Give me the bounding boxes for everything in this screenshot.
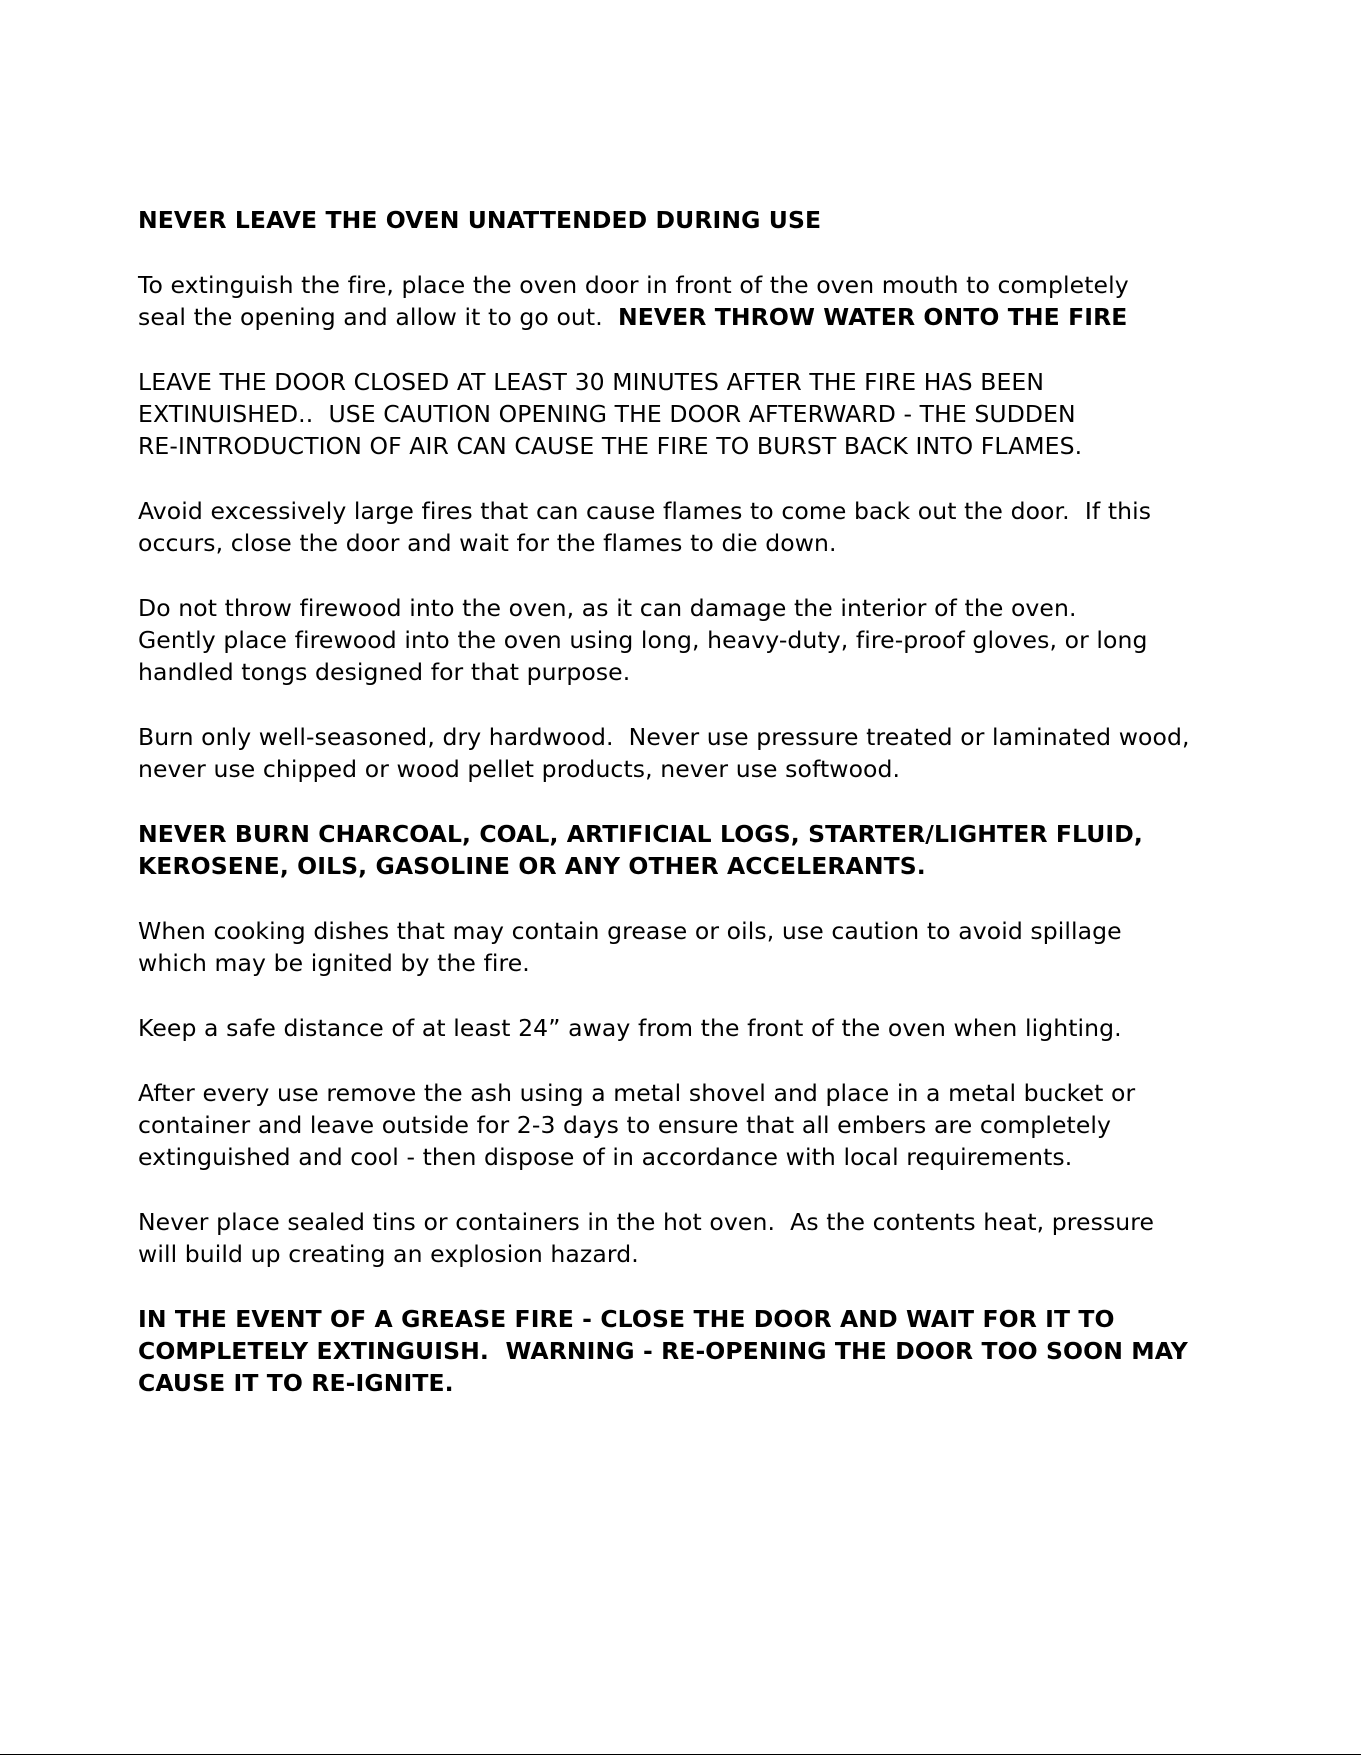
text-line <box>138 269 1278 301</box>
text-line <box>138 1206 1278 1238</box>
text-line <box>138 1109 1278 1141</box>
safety-paragraph <box>138 1206 1278 1270</box>
text-line <box>138 398 1278 430</box>
body-text: occurs, close the door and wait for the flames to die down. <box>138 529 837 557</box>
safety-paragraph <box>138 1303 1278 1399</box>
text-line <box>138 1077 1278 1109</box>
safety-paragraph <box>138 721 1278 785</box>
text-line <box>138 527 1278 559</box>
text-line <box>138 366 1278 398</box>
warning-text: KEROSENE, OILS, GASOLINE OR ANY OTHER ACCELERANTS. <box>138 852 926 880</box>
safety-paragraph <box>138 915 1278 979</box>
warning-text: COMPLETELY EXTINGUISH. WARNING - RE-OPENING THE DOOR TOO SOON MAY <box>138 1337 1188 1365</box>
safety-paragraph <box>138 592 1278 688</box>
text-line <box>138 430 1278 462</box>
body-text: To extinguish the fire, place the oven door in front of the oven mouth to completely <box>138 271 1129 299</box>
body-text: Gently place firewood into the oven using long, heavy-duty, fire-proof gloves, or long <box>138 626 1148 654</box>
text-line <box>138 1367 1278 1399</box>
text-line <box>138 301 1278 333</box>
text-line <box>138 1141 1278 1173</box>
body-text: Burn only well-seasoned, dry hardwood. Never use pressure treated or laminated wood, <box>138 723 1190 751</box>
body-text: will build up creating an explosion hazard. <box>138 1240 639 1268</box>
body-text: When cooking dishes that may contain grease or oils, use caution to avoid spillage <box>138 917 1122 945</box>
text-line <box>138 818 1278 850</box>
text-line <box>138 947 1278 979</box>
text-line <box>138 1303 1278 1335</box>
body-text: EXTINUISHED.. USE CAUTION OPENING THE DOOR AFTERWARD - THE SUDDEN <box>138 400 1076 428</box>
safety-paragraph <box>138 1012 1278 1044</box>
body-text: handled tongs designed for that purpose. <box>138 658 631 686</box>
body-text: Avoid excessively large fires that can cause flames to come back out the door. If this <box>138 497 1152 525</box>
text-line <box>138 850 1278 882</box>
warning-text: IN THE EVENT OF A GREASE FIRE - CLOSE THE DOOR AND WAIT FOR IT TO <box>138 1305 1115 1333</box>
safety-paragraph <box>138 269 1278 333</box>
text-line <box>138 915 1278 947</box>
body-text: never use chipped or wood pellet products, never use softwood. <box>138 755 901 783</box>
body-text: Never place sealed tins or containers in the hot oven. As the contents heat, pressure <box>138 1208 1155 1236</box>
text-line <box>138 624 1278 656</box>
text-line <box>138 1335 1278 1367</box>
document-page <box>138 204 1278 1432</box>
body-text: extinguished and cool - then dispose of in accordance with local requirements. <box>138 1143 1073 1171</box>
text-line <box>138 656 1278 688</box>
safety-paragraph <box>138 1077 1278 1173</box>
warning-text: NEVER THROW WATER ONTO THE FIRE <box>617 303 1128 331</box>
body-text: After every use remove the ash using a metal shovel and place in a metal bucket or <box>138 1079 1136 1107</box>
safety-paragraph <box>138 495 1278 559</box>
footer-rule <box>0 1754 1361 1755</box>
warning-text: NEVER LEAVE THE OVEN UNATTENDED DURING USE <box>138 206 822 234</box>
text-line <box>138 753 1278 785</box>
body-text: seal the opening and allow it to go out. <box>138 303 618 331</box>
body-text: Keep a safe distance of at least 24” away from the front of the oven when lighting. <box>138 1014 1122 1042</box>
text-line <box>138 1238 1278 1270</box>
text-line <box>138 721 1278 753</box>
body-text: which may be ignited by the fire. <box>138 949 530 977</box>
safety-paragraph <box>138 366 1278 462</box>
body-text: Do not throw firewood into the oven, as it can damage the interior of the oven. <box>138 594 1077 622</box>
warning-text: NEVER BURN CHARCOAL, COAL, ARTIFICIAL LOGS, STARTER/LIGHTER FLUID, <box>138 820 1143 848</box>
text-line <box>138 1012 1278 1044</box>
text-line <box>138 495 1278 527</box>
body-text: container and leave outside for 2-3 days to ensure that all embers are completely <box>138 1111 1112 1139</box>
text-line <box>138 204 1278 236</box>
text-line <box>138 592 1278 624</box>
safety-paragraph <box>138 204 1278 236</box>
body-text: RE-INTRODUCTION OF AIR CAN CAUSE THE FIRE TO BURST BACK INTO FLAMES. <box>138 432 1083 460</box>
warning-text: CAUSE IT TO RE-IGNITE. <box>138 1369 454 1397</box>
safety-paragraph <box>138 818 1278 882</box>
body-text: LEAVE THE DOOR CLOSED AT LEAST 30 MINUTES AFTER THE FIRE HAS BEEN <box>138 368 1045 396</box>
